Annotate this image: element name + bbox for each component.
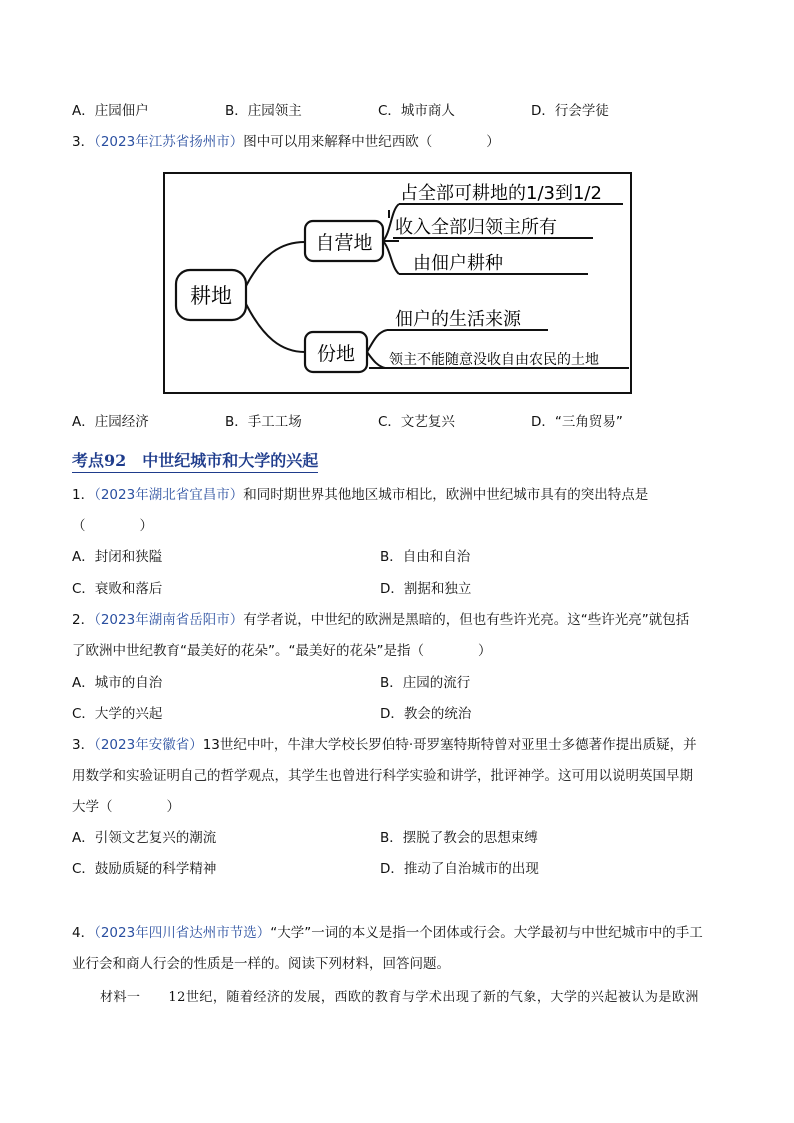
option-d: D．教会的统治 <box>380 706 472 722</box>
question-2 <box>72 611 689 629</box>
question-text: 13世纪中叶，牛津大学校长罗伯特·哥罗塞特斯特曾对亚里士多德著作提出质疑，并 <box>202 737 697 753</box>
option-c: C．文艺复兴 <box>378 414 455 430</box>
question-number: 3． <box>72 134 95 150</box>
root-label: 耕地 <box>190 284 232 308</box>
question-number: 4． <box>72 925 95 941</box>
question-3-anhui <box>72 736 697 754</box>
branch-label-2: 份地 <box>316 343 356 365</box>
option-c: C．城市商人 <box>378 103 455 119</box>
question-1-line2: （ ） <box>72 518 153 534</box>
option-b: B．手工工场 <box>225 414 302 430</box>
question-number: 2． <box>72 612 95 628</box>
section-heading: 考点92 中世纪城市和大学的兴起 <box>72 448 318 473</box>
question-3-jiangsu <box>72 133 500 151</box>
question-number: 3． <box>72 737 95 753</box>
question-source: （2023年江苏省扬州市） <box>94 134 244 150</box>
question-3-anhui-line2: 用数学和实验证明自己的哲学观点，其学生也曾进行科学实验和讲学，批评神学。这可用以说明英国早期 <box>72 768 693 784</box>
option-a: A．封闭和狭隘 <box>72 549 163 565</box>
option-b: B．庄园领主 <box>225 103 302 119</box>
question-2-line2: 了欧洲中世纪教育“最美好的花朵”。“最美好的花朵”是指（ ） <box>72 643 492 659</box>
option-d: D．“三角贸易” <box>531 414 623 430</box>
question-source: （2023年四川省达州市节选） <box>94 925 271 941</box>
question-3-anhui-line3: 大学（ ） <box>72 799 180 815</box>
branch2-item-1: 佃户的生活来源 <box>395 309 521 330</box>
question-4-line2: 业行会和商人行会的性质是一样的。阅读下列材料，回答问题。 <box>72 956 450 972</box>
branch1-item-3: 由佃户耕种 <box>413 253 503 274</box>
option-d: D．行会学徒 <box>531 103 609 119</box>
option-c: C．鼓励质疑的科学精神 <box>72 861 217 877</box>
branch1-item-1: 占全部可耕地的1/3到1/2 <box>400 183 602 204</box>
material-label: 材料一 <box>100 990 141 1005</box>
question-text: 有学者说，中世纪的欧洲是黑暗的，但也有些许光亮。这“些许光亮”就包括 <box>243 612 690 628</box>
branch2-item-2: 领主不能随意没收自由农民的土地 <box>389 352 599 368</box>
option-b: B．自由和自治 <box>380 549 471 565</box>
option-b: B．摆脱了教会的思想束缚 <box>380 830 538 846</box>
option-a: A．引领文艺复兴的潮流 <box>72 830 217 846</box>
question-source: （2023年湖南省岳阳市） <box>94 612 244 628</box>
farmland-diagram <box>163 172 632 394</box>
question-text: 和同时期世界其他地区城市相比，欧洲中世纪城市具有的突出特点是 <box>243 487 649 503</box>
question-source: （2023年安徽省） <box>94 737 203 753</box>
option-b: B．庄园的流行 <box>380 675 471 691</box>
option-a: A．庄园佃户 <box>72 103 149 119</box>
question-4 <box>72 924 703 942</box>
branch1-item-2: 收入全部归领主所有 <box>395 217 557 238</box>
option-a: A．城市的自治 <box>72 675 163 691</box>
option-d: D．推动了自治城市的出现 <box>380 861 539 877</box>
question-1 <box>72 486 648 504</box>
question-text: “大学”一词的本义是指一个团体或行会。大学最初与中世纪城市中的手工 <box>270 925 703 941</box>
question-number: 1． <box>72 487 95 503</box>
material-1 <box>100 986 699 1005</box>
branch-label-1: 自营地 <box>315 232 373 254</box>
option-c: C．衰败和落后 <box>72 581 163 597</box>
material-text: 12世纪，随着经济的发展，西欧的教育与学术出现了新的气象，大学的兴起被认为是欧洲 <box>168 990 699 1005</box>
option-c: C．大学的兴起 <box>72 706 163 722</box>
option-d: D．割据和独立 <box>380 581 472 597</box>
question-text: 图中可以用来解释中世纪西欧（ ） <box>243 134 500 150</box>
question-source: （2023年湖北省宜昌市） <box>94 487 244 503</box>
option-a: A．庄园经济 <box>72 414 149 430</box>
